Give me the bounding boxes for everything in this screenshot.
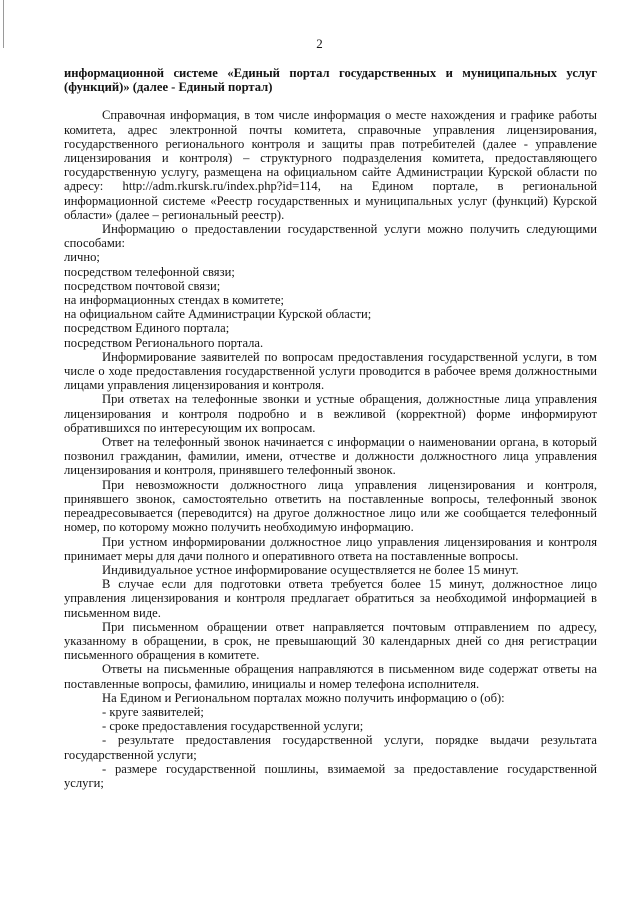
method-item: посредством Единого портала; (64, 321, 230, 336)
info-item: - круге заявителей; (102, 704, 204, 719)
paragraph-informing: Информирование заявителей по вопросам предоставления государственной услуги, в том числе о ходе предоставления государственной услуги проводится в рабочее время должностными лицами управления лицензирования и контроля. (64, 349, 597, 393)
paragraph-written-answers: Ответы на письменные обращения направляются в письменном виде содержат ответы на поставленные вопросы, фамилию, инициалы и номер телефона исполнителя. (64, 662, 597, 691)
document-body (64, 66, 597, 790)
method-item: на официальном сайте Администрации Курской области; (64, 307, 372, 322)
method-item: посредством Регионального портала. (64, 335, 264, 350)
method-item: лично; (64, 250, 100, 265)
info-item: - сроке предоставления государственной услуги; (102, 719, 364, 734)
paragraph-over-15-min: В случае если для подготовки ответа требуется более 15 минут, должностное лицо управления лицензирования и контроля предлагает обратиться за необходимой информацией в письменном виде. (64, 577, 597, 620)
paragraph-oral-duration: Индивидуальное устное информирование осуществляется не более 15 минут. (102, 562, 519, 577)
method-item: посредством почтовой связи; (64, 278, 221, 293)
page-number: 2 (316, 36, 323, 51)
section-heading: информационной системе «Единый портал государственных и муниципальных услуг (функций)» (далее - Единый портал) (64, 66, 597, 95)
paragraph-phone-answers: При ответах на телефонные звонки и устные обращения, должностные лица управления лицензирования и контроля подробно и в вежливой (корректной) форме информируют обратившихся по интересующим их вопросам. (64, 392, 597, 435)
info-item: - размере государственной пошлины, взимаемой за предоставление государственной услуги; (64, 761, 597, 790)
paragraph-oral-informing: При устном информировании должностное лицо управления лицензирования и контроля принимает меры для дачи полного и оперативного ответа на поставленные вопросы. (64, 534, 597, 563)
method-item: на информационных стендах в комитете; (64, 293, 285, 308)
info-item: - результате предоставления государственной услуги, порядке выдачи результата государственной услуги; (64, 733, 597, 762)
paragraph-written-request: При письменном обращении ответ направляется почтовым отправлением по адресу, указанному в обращении, в срок, не превышающий 30 календарных дней со дня регистрации письменного обращения в комитете. (64, 619, 597, 663)
paragraph-portals-info: На Едином и Региональном порталах можно получить информацию о (об): (102, 690, 505, 705)
paragraph-reference-info: Справочная информация, в том числе информация о месте нахождения и графике работы комитета, адрес электронной почты комитета, справочные управления лицензирования, государственного регионального контроля и защиты прав потребителей (далее - управление лицензирования и контроля) – структурного подразделения комитета, предоставляющего государственную услугу, размещена на официальном сайте Администрации Курской области по адресу: http://adm.rkursk.ru/index.php?id=114, на Едином портале, в региональной информационной системе «Реестр государственных и муниципальных услуг (функций) Курской области» (далее – региональный реестр). (64, 108, 597, 222)
paragraph-call-redirect: При невозможности должностного лица управления лицензирования и контроля, принявшего звонок, самостоятельно ответить на поставленные вопросы, телефонный звонок переадресовывается (переводится) на другое должностное лицо или же сообщается телефонный номер, по которому можно получить необходимую информацию. (64, 477, 597, 535)
paragraph-info-methods-intro: Информацию о предоставлении государственной услуги можно получить следующими способами: (64, 222, 597, 251)
method-item: посредством телефонной связи; (64, 264, 235, 279)
paragraph-phone-call-start: Ответ на телефонный звонок начинается с информации о наименовании органа, в который позвонил гражданин, фамилии, имени, отчестве и должности должностного лица управления лицензирования и контроля, принявшего телефонный звонок. (64, 435, 597, 478)
